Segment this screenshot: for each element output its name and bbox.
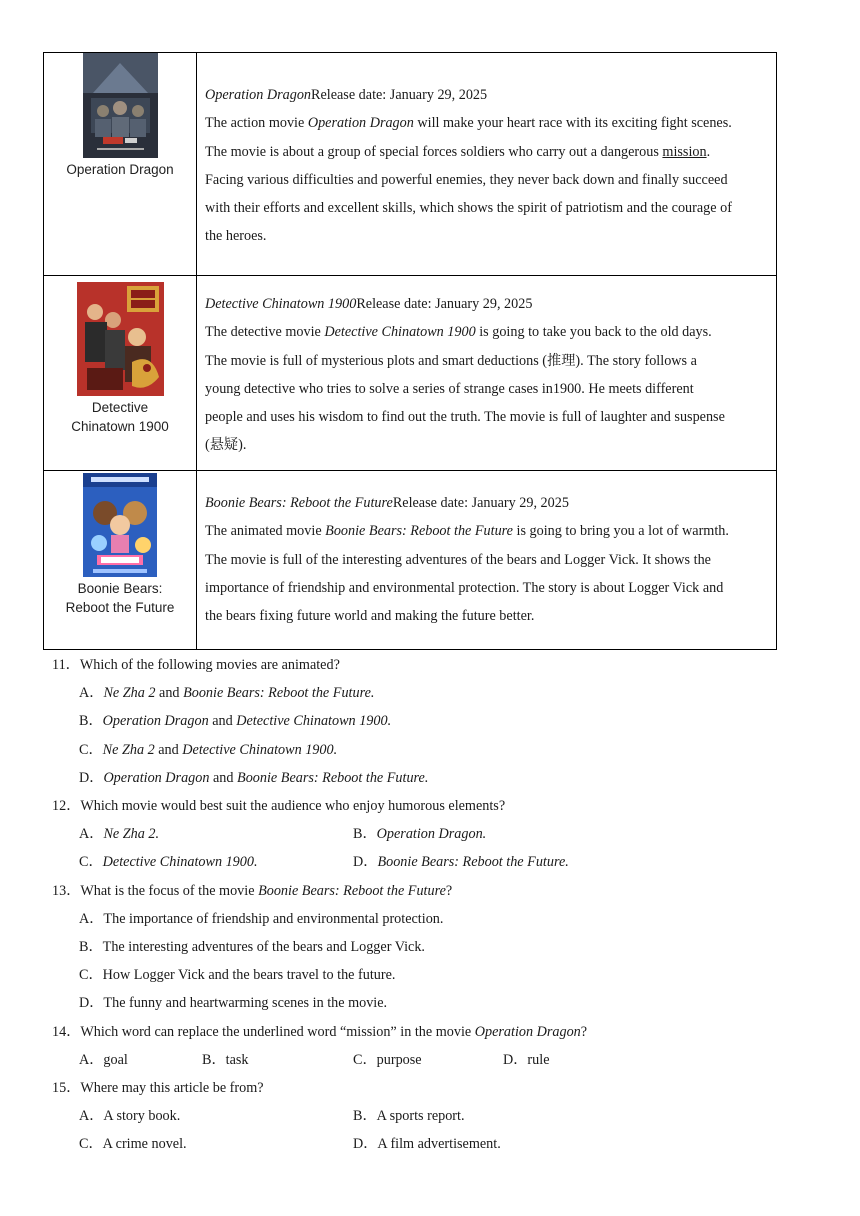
- text: will make your heart race with its exciting fight scenes.: [413, 115, 732, 132]
- description-line: (悬疑).: [205, 437, 247, 454]
- release-date: Release date: January 29, 2025: [392, 495, 569, 511]
- option-c[interactable]: C．purpose: [353, 1051, 422, 1068]
- option-row: [52, 820, 812, 848]
- question-stem: 12．Which movie would best suit the audience who enjoy humorous elements?: [52, 798, 506, 815]
- release-date: Release date: January 29, 2025: [356, 296, 533, 312]
- description-line: the bears fixing future world and making the future better.: [205, 608, 535, 625]
- option-label: B．: [79, 713, 103, 730]
- option-label: A．: [79, 826, 104, 843]
- description-line: with their efforts and excellent skills, which shows the spirit of patriotism and the courage of: [205, 200, 732, 217]
- text: and: [209, 769, 238, 786]
- option-d[interactable]: [52, 764, 812, 792]
- movie-title-line: [205, 471, 768, 517]
- poster-cell: [44, 471, 197, 650]
- text: The action movie: [205, 115, 308, 132]
- text: and: [155, 685, 184, 702]
- description-line: young detective who tries to solve a series of strange cases in1900. He meets different: [205, 380, 694, 397]
- option-row: [52, 848, 812, 876]
- option-label: A．: [79, 685, 104, 702]
- option-c[interactable]: C．A crime novel.: [79, 1136, 187, 1153]
- option-title: Detective Chinatown 1900.: [102, 854, 258, 871]
- option-title: Ne Zha 2.: [103, 826, 160, 843]
- operation-dragon-poster: [83, 53, 158, 158]
- option-c[interactable]: [52, 736, 812, 764]
- option-label: D．: [353, 854, 378, 871]
- text: The animated movie: [205, 523, 326, 540]
- movie-description: [197, 471, 777, 650]
- option-c[interactable]: C．How Logger Vick and the bears travel to the future.: [79, 967, 396, 984]
- option-label: D．: [79, 769, 104, 786]
- release-date: Release date: January 29, 2025: [311, 87, 488, 103]
- option-b[interactable]: B．task: [202, 1051, 249, 1068]
- text: is going to take you back to the old days.: [475, 324, 712, 341]
- description-line: [205, 318, 768, 346]
- option-c[interactable]: [79, 848, 353, 876]
- option-title: Boonie Bears: Reboot the Future.: [237, 769, 429, 786]
- option-row: [52, 1102, 812, 1130]
- option-a[interactable]: A．The importance of friendship and environmental protection.: [79, 910, 444, 927]
- question-list: [52, 651, 812, 1159]
- movie-title: Boonie Bears: Reboot the Future: [205, 495, 393, 511]
- movie-title-inline: Operation Dragon: [307, 115, 414, 132]
- description-line: Facing various difficulties and powerful enemies, they never back down and finally succeed: [205, 171, 728, 188]
- question-stem: 11．Which of the following movies are animated?: [52, 657, 340, 673]
- option-a[interactable]: [52, 679, 812, 707]
- description-line: people and uses his wisdom to find out the truth. The movie is full of laughter and suspense: [205, 409, 725, 426]
- option-a[interactable]: A．goal: [79, 1051, 128, 1068]
- option-d[interactable]: D．A film advertisement.: [353, 1136, 501, 1153]
- movie-description: [197, 53, 777, 276]
- text: The detective movie: [205, 324, 325, 341]
- movie-table: [43, 52, 777, 650]
- option-title: Ne Zha 2: [102, 741, 155, 758]
- option-b[interactable]: [52, 707, 812, 735]
- description-line: [205, 517, 768, 545]
- option-title: Operation Dragon: [102, 713, 209, 730]
- description-line: the heroes.: [205, 228, 267, 245]
- question-stem: [52, 1018, 812, 1046]
- option-a[interactable]: [79, 820, 353, 848]
- movie-description: [197, 276, 777, 471]
- text: .: [706, 143, 711, 160]
- question-stem: [52, 877, 812, 905]
- poster-caption: Detective: [91, 400, 149, 415]
- option-d[interactable]: D．rule: [503, 1051, 550, 1068]
- option-b[interactable]: B．A sports report.: [353, 1108, 465, 1125]
- movie-title: Operation Dragon: [205, 87, 312, 103]
- option-title: Boonie Bears: Reboot the Future.: [183, 685, 375, 702]
- option-b[interactable]: B．The interesting adventures of the bears and Logger Vick.: [79, 939, 425, 956]
- movie-row: [44, 471, 777, 650]
- description-line: [205, 109, 768, 137]
- description-line: [205, 138, 768, 166]
- movie-title-line: [205, 53, 768, 109]
- option-label: C．: [79, 854, 103, 871]
- option-a[interactable]: A．A story book.: [79, 1108, 181, 1125]
- text: is going to bring you a lot of warmth.: [512, 523, 729, 540]
- text: 14．Which word can replace the underlined word “mission” in the movie: [52, 1023, 475, 1040]
- option-title: Detective Chinatown 1900.: [182, 741, 338, 758]
- option-title: Operation Dragon.: [376, 826, 487, 843]
- description-line: importance of friendship and environmental protection. The story is about Logger Vick and: [205, 579, 724, 596]
- option-title: Detective Chinatown 1900.: [236, 713, 392, 730]
- option-d[interactable]: D．The funny and heartwarming scenes in the movie.: [79, 995, 388, 1012]
- description-line: The movie is full of the interesting adventures of the bears and Logger Vick. It shows the: [205, 551, 711, 568]
- question-stem: 15．Where may this article be from?: [52, 1080, 264, 1097]
- movie-title-inline: Boonie Bears: Reboot the Future: [325, 523, 513, 540]
- option-row: [52, 1130, 812, 1158]
- poster-caption: Reboot the Future: [65, 600, 175, 615]
- underlined-word: mission: [662, 143, 707, 160]
- text: ?: [445, 882, 453, 899]
- text: ?: [580, 1023, 588, 1040]
- movie-title-inline: Boonie Bears: Reboot the Future: [258, 882, 446, 899]
- detective-chinatown-poster: [77, 282, 164, 396]
- text: and: [208, 713, 237, 730]
- option-title: Operation Dragon: [103, 769, 210, 786]
- movie-row: [44, 276, 777, 471]
- text: and: [154, 741, 183, 758]
- text: The movie is about a group of special forces soldiers who carry out a dangerous: [205, 143, 663, 160]
- poster-caption: Chinatown 1900: [71, 419, 169, 434]
- poster-cell: [44, 276, 197, 471]
- option-title: Ne Zha 2: [103, 685, 156, 702]
- option-label: B．: [353, 826, 377, 843]
- poster-caption: Boonie Bears:: [77, 581, 163, 596]
- movie-title-inline: Detective Chinatown 1900: [324, 324, 476, 341]
- text: 13．What is the focus of the movie: [52, 882, 259, 899]
- poster-cell: [44, 53, 197, 276]
- movie-title-inline: Operation Dragon: [474, 1023, 581, 1040]
- movie-row: [44, 53, 777, 276]
- option-label: C．: [79, 741, 103, 758]
- option-b[interactable]: [353, 820, 486, 848]
- poster-caption: Operation Dragon: [66, 162, 174, 177]
- option-row: [52, 1046, 812, 1074]
- option-title: Boonie Bears: Reboot the Future.: [377, 854, 569, 871]
- option-d[interactable]: [353, 848, 569, 876]
- movie-title: Detective Chinatown 1900: [205, 296, 357, 312]
- description-line: The movie is full of mysterious plots and smart deductions (推理). The story follows a: [205, 352, 697, 369]
- boonie-bears-poster: [83, 473, 157, 577]
- movie-title-line: [205, 276, 768, 318]
